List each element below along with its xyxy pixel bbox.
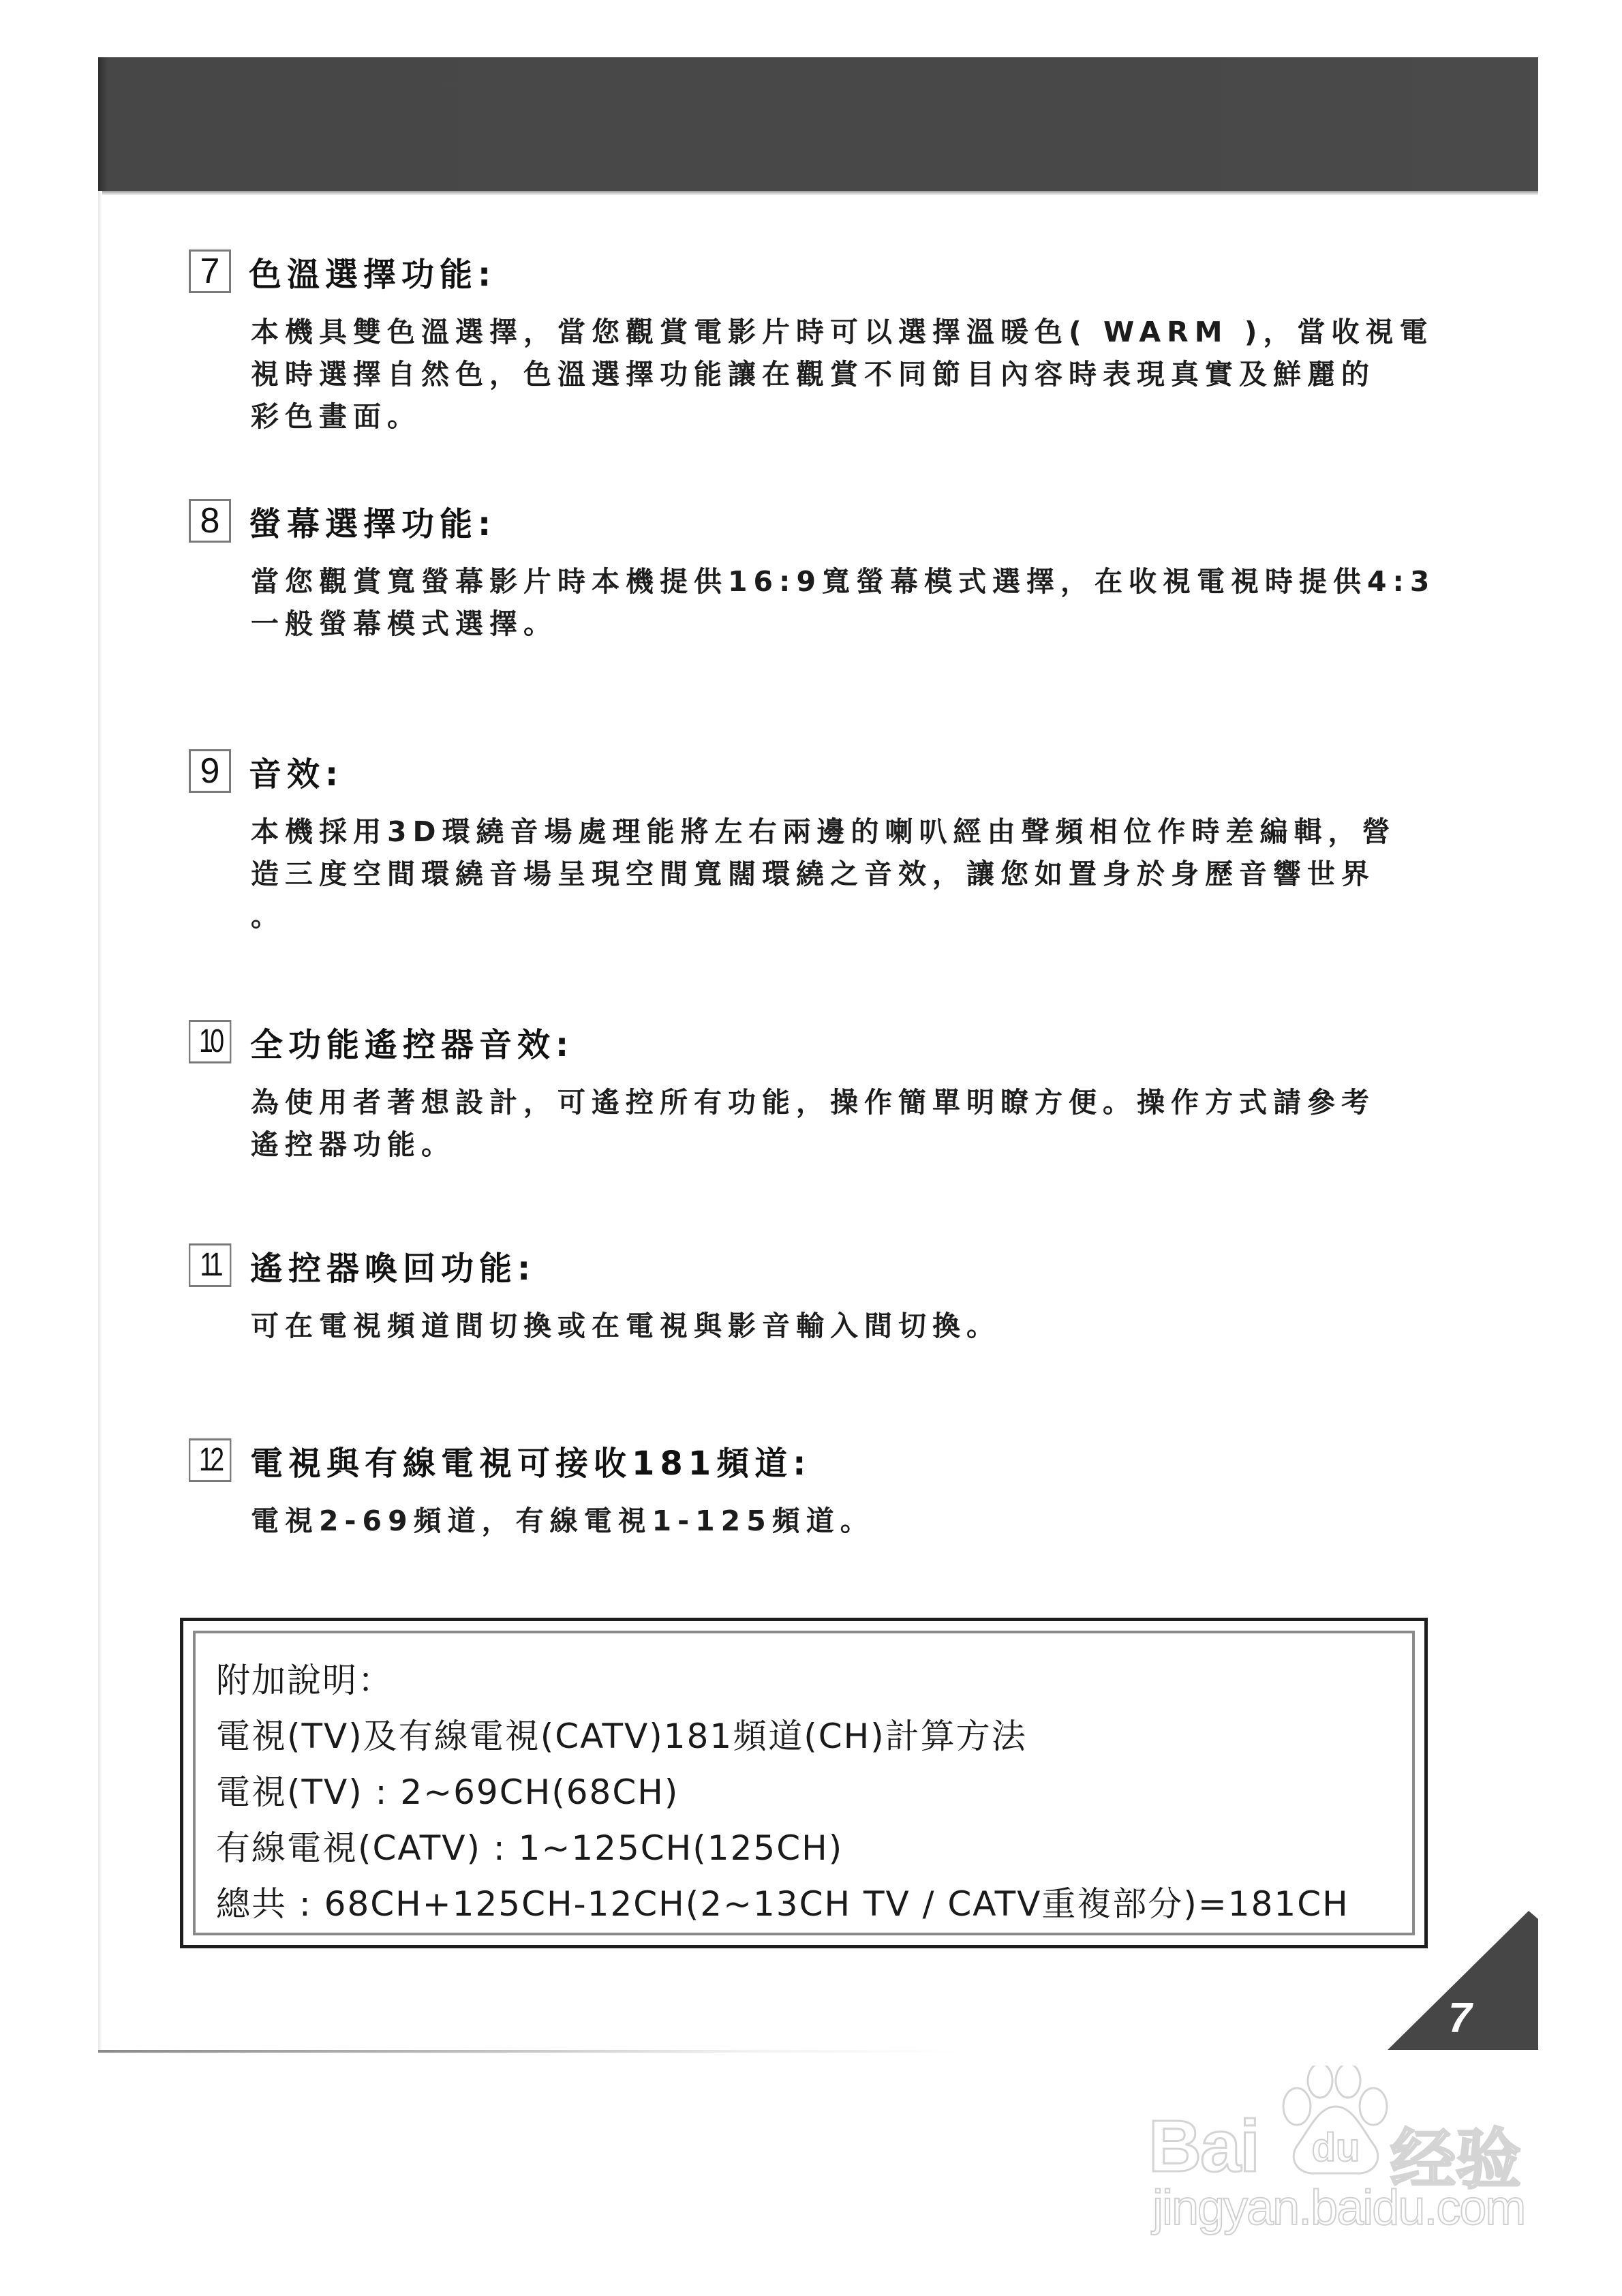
watermark-cn: 经验 <box>1390 2121 1521 2198</box>
section-7 <box>189 248 1436 438</box>
page-edge-shadow <box>98 191 102 2052</box>
body-line: 電視2-69頻道，有線電視1-125頻道。 <box>251 1505 874 1537</box>
section-title: 色溫選擇功能: <box>249 255 497 294</box>
section-body <box>251 311 1436 438</box>
section-heading <box>189 498 1436 544</box>
section-title: 遙控器喚回功能: <box>250 1249 536 1288</box>
body-line: 造三度空間環繞音場呈現空間寬闊環繞之音效，讓您如置身於身歷音響世界 <box>251 858 1375 890</box>
header-bar <box>98 57 1538 191</box>
section-9 <box>189 748 1436 937</box>
baidu-watermark <box>1148 2066 1530 2236</box>
baidu-paw-icon <box>1278 2066 1394 2178</box>
section-number-badge: 9 <box>189 749 231 793</box>
watermark-brand: Bai <box>1148 2104 1259 2187</box>
bottom-rule <box>98 2050 1538 2053</box>
section-body <box>251 1500 1436 1542</box>
body-line: 視時選擇自然色，色溫選擇功能讓在觀賞不同節目內容時表現真實及鮮麗的 <box>251 358 1375 391</box>
body-line: 彩色畫面。 <box>251 400 421 433</box>
body-line: 。 <box>251 900 285 933</box>
note-text <box>216 1652 1349 1932</box>
body-line: 為使用者著想設計，可遙控所有功能，操作簡單明瞭方便。操作方式請參考 <box>251 1086 1375 1119</box>
note-line: 電視(TV)及有線電視(CATV)181頻道(CH)計算方法 <box>216 1717 1027 1756</box>
body-line: 可在電視頻道間切換或在電視與影音輸入間切換。 <box>251 1310 1000 1342</box>
body-line: 本機具雙色溫選擇，當您觀賞電影片時可以選擇溫暖色( WARM )，當收視電 <box>251 316 1434 348</box>
section-title: 全功能遙控器音效: <box>250 1025 575 1064</box>
section-body <box>251 1081 1436 1166</box>
body-line: 當您觀賞寬螢幕影片時本機提供16:9寬螢幕模式選擇，在收視電視時提供4:3 <box>251 565 1436 598</box>
section-heading <box>189 248 1436 294</box>
section-8 <box>189 498 1436 645</box>
watermark-url: jingyan.baidu.com <box>1152 2181 1525 2235</box>
section-number-badge: 10 <box>189 1020 231 1063</box>
section-heading <box>189 1437 1436 1483</box>
section-12 <box>189 1437 1436 1542</box>
note-heading: 附加說明： <box>216 1661 393 1700</box>
svg-text:du: du <box>1311 2126 1360 2170</box>
section-number-badge: 11 <box>189 1243 231 1287</box>
note-line: 電視(TV) : 2~69CH(68CH) <box>216 1772 679 1812</box>
note-line: 有線電視(CATV) : 1~125CH(125CH) <box>216 1828 844 1868</box>
section-number-badge: 12 <box>189 1438 231 1482</box>
section-body <box>251 1305 1436 1347</box>
body-line: 遙控器功能。 <box>251 1128 455 1161</box>
additional-note-box <box>180 1618 1428 1948</box>
section-number-badge: 8 <box>189 499 231 543</box>
section-title: 音效: <box>249 755 344 794</box>
section-number-badge: 7 <box>189 250 231 293</box>
section-body <box>251 811 1436 937</box>
section-heading <box>189 1242 1436 1288</box>
section-10 <box>189 1018 1436 1166</box>
body-line: 一般螢幕模式選擇。 <box>251 607 557 640</box>
section-title: 電視與有線電視可接收181頻道: <box>250 1444 812 1483</box>
section-heading <box>189 1018 1436 1065</box>
page-number: 7 <box>1448 1995 1472 2042</box>
note-inner-border <box>193 1631 1415 1935</box>
body-line: 本機採用3D環繞音場處理能將左右兩邊的喇叭經由聲頻相位作時差編輯，營 <box>251 815 1396 848</box>
note-line: 總共 : 68CH+125CH-12CH(2~13CH TV / CATV重複部分)=181CH <box>216 1884 1349 1924</box>
section-heading <box>189 748 1436 794</box>
section-11 <box>189 1242 1436 1347</box>
section-body <box>251 560 1436 645</box>
section-title: 螢幕選擇功能: <box>249 504 497 543</box>
